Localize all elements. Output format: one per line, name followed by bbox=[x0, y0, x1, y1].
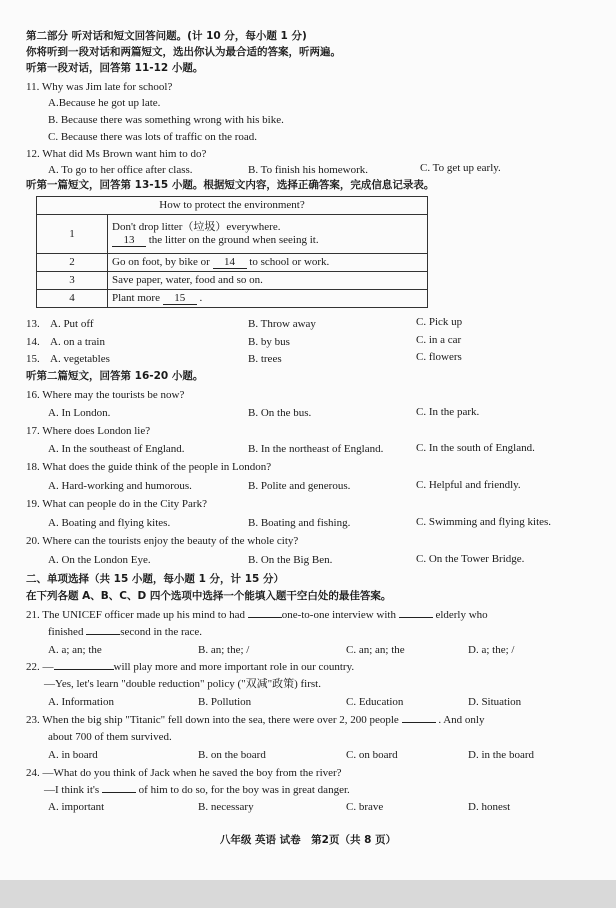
q21-text-4: finished bbox=[48, 626, 87, 638]
q17-option-a: A. In the southeast of England. bbox=[48, 443, 185, 455]
row1-line1: Don't drop litter（垃圾）everywhere. bbox=[112, 221, 281, 233]
q24-text-2: of him to do so, for the boy was in great danger. bbox=[135, 784, 350, 796]
page-footer: 八年级 英语 试卷 第2页（共 8 页） bbox=[219, 834, 397, 846]
q21-stem-line1 bbox=[26, 609, 488, 622]
q22-text-2: will play more and more important role in our country. bbox=[113, 661, 355, 673]
q24-stem-line2 bbox=[44, 784, 350, 797]
q23-text-2: . And only bbox=[435, 714, 485, 726]
q11-stem: 11. Why was Jim late for school? bbox=[26, 81, 173, 93]
q13-option-c: C. Pick up bbox=[416, 316, 463, 328]
row4-text-after: . bbox=[196, 292, 203, 304]
q17-option-b: B. In the northeast of England. bbox=[248, 443, 384, 455]
passage2-intro: 听第二篇短文，回答第 16-20 小题。 bbox=[26, 370, 204, 382]
q16-stem: 16. Where may the tourists be now? bbox=[26, 389, 185, 401]
q16-option-c: C. In the park. bbox=[416, 406, 480, 418]
q23-text-1: 23. When the big ship "Titanic" fell down into the sea, there were over 2, 200 people bbox=[26, 714, 402, 726]
q22-option-a: A. Information bbox=[48, 696, 114, 708]
q23-option-a: A. in board bbox=[48, 749, 98, 761]
q23-option-b: B. on the board bbox=[198, 749, 266, 761]
table-row-text: Save paper, water, food and so on. bbox=[108, 272, 428, 290]
table-row-text bbox=[108, 215, 428, 254]
q18-option-c: C. Helpful and friendly. bbox=[416, 479, 521, 491]
section2-instruction: 在下列各题 A、B、C、D 四个选项中选择一个能填入题干空白处的最佳答案。 bbox=[26, 590, 392, 602]
row1-line2 bbox=[112, 234, 423, 247]
q24-option-b: B. necessary bbox=[198, 801, 254, 813]
q22-stem-line1 bbox=[26, 661, 354, 674]
q12-option-b: B. To finish his homework. bbox=[248, 164, 369, 176]
q24-option-c: C. brave bbox=[346, 801, 384, 813]
table-row bbox=[37, 254, 428, 272]
q23-option-c: C. on board bbox=[346, 749, 398, 761]
q24-option-a: A. important bbox=[48, 801, 105, 813]
q21-blank-1[interactable] bbox=[248, 617, 282, 618]
table-row-number: 2 bbox=[37, 254, 108, 272]
q24-option-d: D. honest bbox=[468, 801, 511, 813]
passage1-intro: 听第一篇短文，回答第 13-15 小题。根据短文内容，选择正确答案，完成信息记录表。 bbox=[26, 179, 435, 191]
q21-blank-3[interactable] bbox=[86, 634, 120, 635]
q18-stem: 18. What does the guide think of the people in London? bbox=[26, 461, 272, 473]
row1-line2-text: the litter on the ground when seeing it. bbox=[146, 234, 319, 246]
table-row bbox=[37, 272, 428, 290]
q23-stem-line2: about 700 of them survived. bbox=[48, 731, 172, 743]
blank-15[interactable]: 15 bbox=[163, 293, 197, 305]
table-row-number: 1 bbox=[37, 215, 108, 254]
q13-option-a: A. Put off bbox=[50, 318, 94, 330]
q15-option-b: B. trees bbox=[248, 353, 282, 365]
q22-stem-line2: —Yes, let's learn "double reduction" policy ("双减"政策) first. bbox=[44, 678, 321, 690]
q22-option-b: B. Pollution bbox=[198, 696, 252, 708]
q19-option-c: C. Swimming and flying kites. bbox=[416, 516, 552, 528]
q19-option-b: B. Boating and fishing. bbox=[248, 517, 351, 529]
row2-text-after: to school or work. bbox=[246, 256, 330, 268]
q22-option-d: D. Situation bbox=[468, 696, 522, 708]
q13-number: 13. bbox=[26, 318, 40, 330]
row4-text-before: Plant more bbox=[112, 292, 163, 304]
q21-text-2: one-to-one interview with bbox=[281, 609, 399, 621]
blank-14[interactable]: 14 bbox=[213, 257, 247, 269]
q21-stem-line2 bbox=[48, 626, 202, 639]
table-header-row bbox=[37, 197, 428, 215]
q22-text-1: 22. — bbox=[26, 661, 54, 673]
q14-number: 14. bbox=[26, 336, 40, 348]
q14-option-c: C. in a car bbox=[416, 334, 462, 346]
q24-text-1: —I think it's bbox=[44, 784, 102, 796]
q16-option-b: B. On the bus. bbox=[248, 407, 312, 419]
q15-option-c: C. flowers bbox=[416, 351, 462, 363]
q23-stem-line1 bbox=[26, 714, 484, 727]
q12-option-c: C. To get up early. bbox=[420, 162, 501, 174]
q21-text-3: elderly who bbox=[432, 609, 488, 621]
q22-blank[interactable] bbox=[54, 669, 114, 670]
q21-text-1: 21. The UNICEF officer made up his mind to had bbox=[26, 609, 248, 621]
q21-blank-2[interactable] bbox=[399, 617, 433, 618]
q23-option-d: D. in the board bbox=[468, 749, 534, 761]
q11-option-b: B. Because there was something wrong with his bike. bbox=[48, 114, 284, 126]
q12-stem: 12. What did Ms Brown want him to do? bbox=[26, 148, 207, 160]
q17-stem: 17. Where does London lie? bbox=[26, 425, 151, 437]
q11-option-c: C. Because there was lots of traffic on the road. bbox=[48, 131, 258, 143]
dialog-intro: 听第一段对话，回答第 11-12 小题。 bbox=[26, 62, 204, 74]
q17-option-c: C. In the south of England. bbox=[416, 442, 535, 454]
q20-stem: 20. Where can the tourists enjoy the beauty of the whole city? bbox=[26, 535, 299, 547]
q18-option-a: A. Hard-working and humorous. bbox=[48, 480, 192, 492]
q19-option-a: A. Boating and flying kites. bbox=[48, 517, 171, 529]
q18-option-b: B. Polite and generous. bbox=[248, 480, 351, 492]
q24-blank[interactable] bbox=[102, 792, 136, 793]
q12-option-a: A. To go to her office after class. bbox=[48, 164, 193, 176]
table-row-text bbox=[108, 254, 428, 272]
table-row bbox=[37, 215, 428, 254]
q20-option-c: C. On the Tower Bridge. bbox=[416, 553, 525, 565]
q21-option-c: C. an; an; the bbox=[346, 644, 405, 656]
q14-option-a: A. on a train bbox=[50, 336, 105, 348]
part2-title: 第二部分 听对话和短文回答问题。(计 10 分，每小题 1 分) bbox=[26, 30, 307, 42]
q13-option-b: B. Throw away bbox=[248, 318, 316, 330]
page-bottom-margin bbox=[0, 880, 616, 908]
table-header: How to protect the environment? bbox=[37, 197, 428, 215]
q22-option-c: C. Education bbox=[346, 696, 404, 708]
blank-13[interactable]: 13 bbox=[112, 235, 146, 247]
q14-option-b: B. by bus bbox=[248, 336, 290, 348]
q20-option-a: A. On the London Eye. bbox=[48, 554, 151, 566]
q21-option-b: B. an; the; / bbox=[198, 644, 250, 656]
table-row-text bbox=[108, 290, 428, 308]
q21-option-d: D. a; the; / bbox=[468, 644, 515, 656]
table-row-number: 4 bbox=[37, 290, 108, 308]
info-record-table bbox=[36, 196, 428, 308]
q15-number: 15. bbox=[26, 353, 40, 365]
section2-title: 二、单项选择（共 15 小题，每小题 1 分，计 15 分） bbox=[26, 573, 284, 585]
q20-option-b: B. On the Big Ben. bbox=[248, 554, 333, 566]
q16-option-a: A. In London. bbox=[48, 407, 111, 419]
row2-text-before: Go on foot, by bike or bbox=[112, 256, 213, 268]
q21-text-5: second in the race. bbox=[120, 626, 203, 638]
table-row bbox=[37, 290, 428, 308]
q24-stem: 24. —What do you think of Jack when he saved the boy from the river? bbox=[26, 767, 342, 779]
q15-option-a: A. vegetables bbox=[50, 353, 110, 365]
q23-blank[interactable] bbox=[402, 722, 436, 723]
q11-option-a: A.Because he got up late. bbox=[48, 97, 161, 109]
q19-stem: 19. What can people do in the City Park? bbox=[26, 498, 207, 510]
table-row-number: 3 bbox=[37, 272, 108, 290]
q21-option-a: A. a; an; the bbox=[48, 644, 102, 656]
part2-instruction: 你将听到一段对话和两篇短文，选出你认为最合适的答案，听两遍。 bbox=[26, 46, 341, 58]
